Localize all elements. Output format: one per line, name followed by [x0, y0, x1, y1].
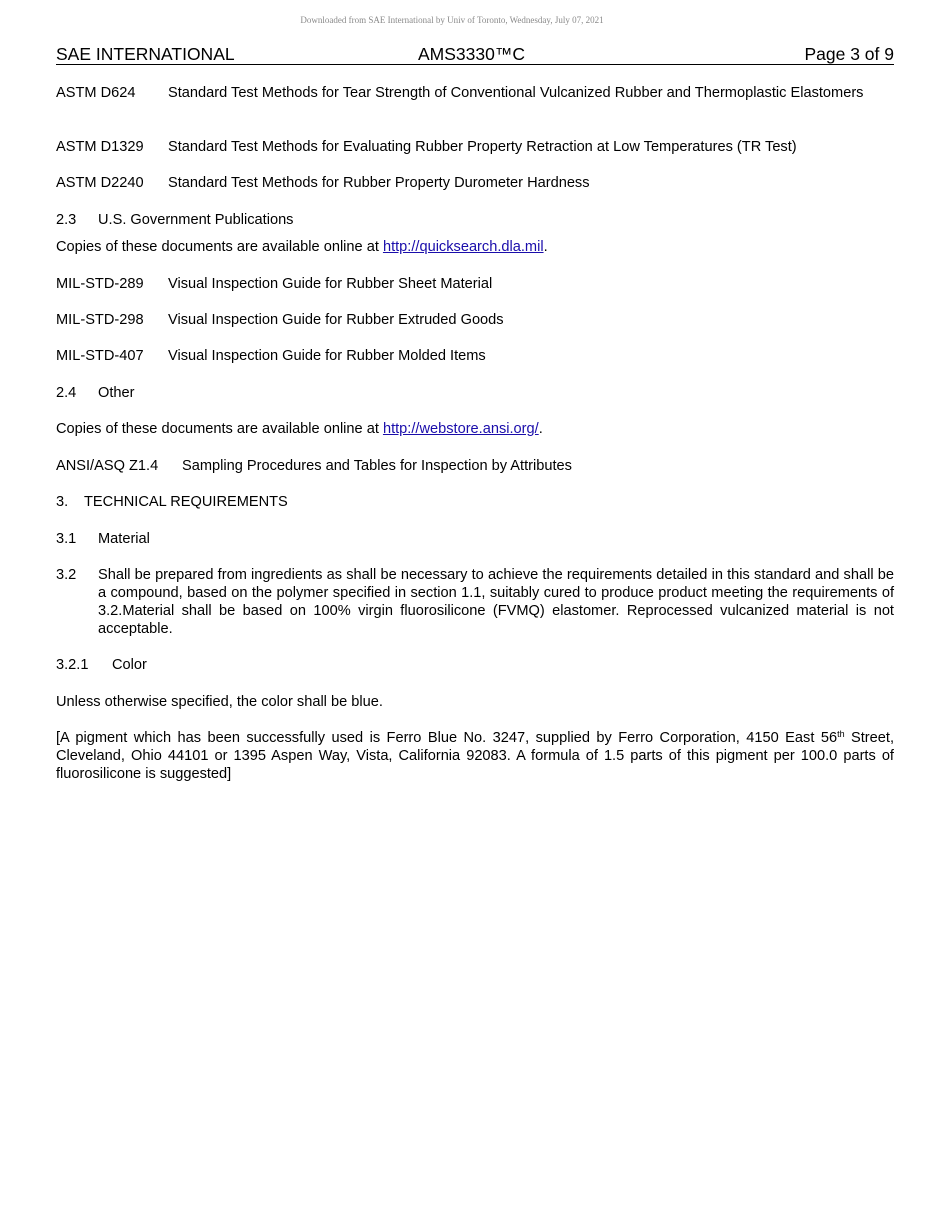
reference-title: Standard Test Methods for Rubber Property Durometer Hardness [168, 175, 590, 191]
copies-text: Copies of these documents are available online at [56, 421, 383, 437]
copies-suffix: . [543, 239, 548, 255]
superscript: th [837, 729, 845, 739]
pigment-note-text: Street, Cleveland, Ohio 44101 or 1395 Aspen Way, Vista, California 92083. A formula of 1.5 parts of this pigment per 100.0 parts of fluorosilicone is suggested] [56, 730, 895, 782]
color-statement: Unless otherwise specified, the color shall be blue. [56, 694, 383, 710]
copies-text: Copies of these documents are available online at [56, 239, 383, 255]
reference-title: Standard Test Methods for Evaluating Rubber Property Retraction at Low Temperatures (TR Test) [168, 139, 797, 155]
section-title: TECHNICAL REQUIREMENTS [84, 494, 288, 510]
section-number: 3.2 [56, 567, 77, 583]
reference-astm-d624 [56, 84, 894, 120]
section-number: 2.3 [56, 212, 77, 228]
reference-code: ASTM D624 [56, 85, 136, 101]
header-organization: SAE INTERNATIONAL [56, 44, 235, 64]
pigment-note [56, 729, 894, 783]
download-watermark: Downloaded from SAE International by Univ of Toronto, Wednesday, July 07, 2021 [300, 15, 604, 25]
reference-code: ASTM D1329 [56, 139, 144, 155]
section-title: Material [98, 531, 150, 547]
section-number: 2.4 [56, 385, 77, 401]
reference-code: MIL-STD-407 [56, 348, 144, 364]
page-header [56, 44, 894, 65]
header-document-number: AMS3330™C [418, 44, 525, 64]
section-number: 3.1 [56, 531, 77, 547]
copies-suffix: . [538, 421, 543, 437]
ansi-link[interactable]: http://webstore.ansi.org/ [382, 421, 539, 437]
section-2-4-copies-note [56, 420, 894, 438]
pigment-note-text: [A pigment which has been successfully used is Ferro Blue No. 3247, supplied by Ferro Corporation, 4150 East 56 [56, 730, 838, 746]
reference-title: Visual Inspection Guide for Rubber Extruded Goods [168, 312, 504, 328]
reference-code: MIL-STD-298 [56, 312, 144, 328]
header-page-number: Page 3 of 9 [804, 44, 894, 64]
dla-link[interactable]: http://quicksearch.dla.mil [382, 239, 544, 255]
section-2-3-copies-note [56, 238, 894, 256]
reference-title: Visual Inspection Guide for Rubber Sheet Material [168, 276, 493, 292]
section-3-2-text: Shall be prepared from ingredients as shall be necessary to achieve the requirements detailed in this standard and shall be a compound, based on the polymer specified in section 1.1, suitably cured to produce product meeting the requirements of 3.2.Material shall be based on 100% virgin fluorosilicone (FVMQ) elastomer. Reprocessed vulcanized material is not acceptable. [98, 567, 894, 637]
section-title: Other [98, 385, 135, 401]
section-number: 3.2.1 [56, 657, 89, 673]
reference-title: Sampling Procedures and Tables for Inspection by Attributes [182, 458, 572, 474]
section-title: Color [112, 657, 147, 673]
reference-title: Standard Test Methods for Tear Strength of Conventional Vulcanized Rubber and Thermoplastic Elastomers [168, 85, 864, 101]
reference-code: ANSI/ASQ Z1.4 [56, 458, 159, 474]
reference-code: MIL-STD-289 [56, 276, 144, 292]
reference-title: Visual Inspection Guide for Rubber Molded Items [168, 348, 486, 364]
reference-code: ASTM D2240 [56, 175, 144, 191]
section-number: 3. [56, 494, 69, 510]
section-title: U.S. Government Publications [98, 212, 294, 228]
